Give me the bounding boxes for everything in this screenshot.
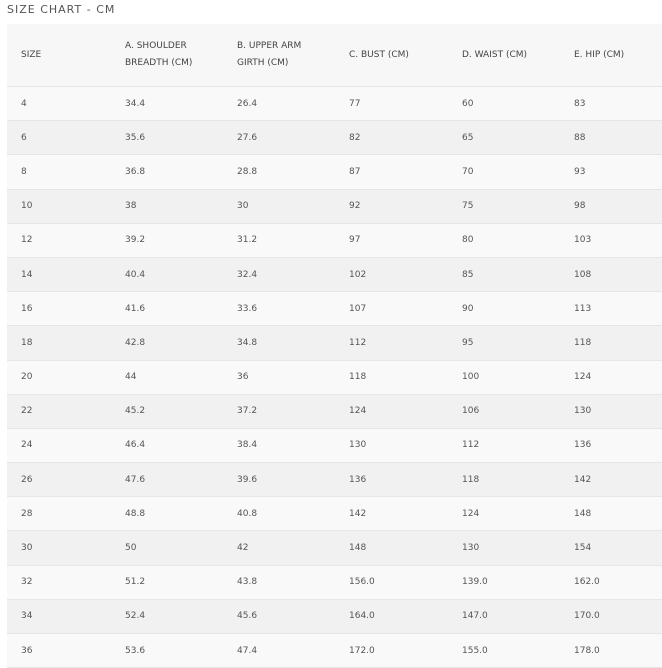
table-cell-upper-arm-girth: 27.6 (237, 121, 349, 155)
size-chart-title: SIZE CHART - CM (7, 3, 116, 16)
table-cell-upper-arm-girth: 42 (237, 531, 349, 565)
table-cell-waist: 112 (462, 428, 574, 462)
table-row (7, 565, 662, 599)
table-cell-waist: 147.0 (462, 599, 574, 633)
table-cell-bust: 118 (349, 360, 462, 394)
table-header-row (7, 24, 662, 87)
table-cell-shoulder-breadth: 38 (125, 189, 237, 223)
table-cell-bust: 107 (349, 292, 462, 326)
table-cell-bust: 148 (349, 531, 462, 565)
column-header-shoulder-breadth (125, 24, 237, 87)
table-cell-size: 14 (7, 257, 125, 291)
table-cell-size: 22 (7, 394, 125, 428)
table-cell-upper-arm-girth: 30 (237, 189, 349, 223)
table-row (7, 87, 662, 121)
table-cell-size: 24 (7, 428, 125, 462)
table-cell-upper-arm-girth: 33.6 (237, 292, 349, 326)
table-cell-waist: 80 (462, 223, 574, 257)
table-cell-waist: 130 (462, 531, 574, 565)
table-row (7, 497, 662, 531)
table-cell-shoulder-breadth: 47.6 (125, 463, 237, 497)
table-row (7, 121, 662, 155)
table-cell-hip: 178.0 (574, 634, 662, 668)
table-cell-upper-arm-girth: 38.4 (237, 428, 349, 462)
table-cell-waist: 155.0 (462, 634, 574, 668)
table-cell-shoulder-breadth: 36.8 (125, 155, 237, 189)
table-row (7, 634, 662, 668)
table-cell-bust: 136 (349, 463, 462, 497)
table-cell-size: 36 (7, 634, 125, 668)
table-cell-hip: 98 (574, 189, 662, 223)
table-cell-shoulder-breadth: 52.4 (125, 599, 237, 633)
column-header-label: A. SHOULDER (125, 41, 187, 51)
table-cell-shoulder-breadth: 40.4 (125, 257, 237, 291)
table-cell-bust: 77 (349, 87, 462, 121)
table-cell-hip: 118 (574, 326, 662, 360)
table-cell-size: 16 (7, 292, 125, 326)
table-row (7, 360, 662, 394)
table-cell-hip: 103 (574, 223, 662, 257)
table-cell-waist: 124 (462, 497, 574, 531)
table-row (7, 531, 662, 565)
table-cell-hip: 170.0 (574, 599, 662, 633)
table-cell-upper-arm-girth: 26.4 (237, 87, 349, 121)
table-cell-size: 6 (7, 121, 125, 155)
table-cell-waist: 75 (462, 189, 574, 223)
table-cell-waist: 85 (462, 257, 574, 291)
column-header-label: D. WAIST (CM) (462, 49, 528, 60)
table-cell-hip: 142 (574, 463, 662, 497)
table-cell-hip: 162.0 (574, 565, 662, 599)
table-cell-bust: 97 (349, 223, 462, 257)
table-cell-waist: 65 (462, 121, 574, 155)
table-cell-hip: 108 (574, 257, 662, 291)
column-header-label: SIZE (21, 49, 42, 60)
table-cell-hip: 93 (574, 155, 662, 189)
table-cell-bust: 92 (349, 189, 462, 223)
table-cell-upper-arm-girth: 36 (237, 360, 349, 394)
table-cell-bust: 124 (349, 394, 462, 428)
table-cell-bust: 156.0 (349, 565, 462, 599)
table-cell-hip: 88 (574, 121, 662, 155)
table-cell-shoulder-breadth: 45.2 (125, 394, 237, 428)
table-cell-upper-arm-girth: 28.8 (237, 155, 349, 189)
table-cell-bust: 87 (349, 155, 462, 189)
table-cell-upper-arm-girth: 39.6 (237, 463, 349, 497)
table-cell-shoulder-breadth: 53.6 (125, 634, 237, 668)
table-row (7, 394, 662, 428)
table-cell-waist: 95 (462, 326, 574, 360)
table-cell-bust: 130 (349, 428, 462, 462)
table-cell-waist: 100 (462, 360, 574, 394)
column-header-label: E. HIP (CM) (574, 49, 625, 60)
size-chart-table (7, 24, 662, 668)
table-cell-size: 4 (7, 87, 125, 121)
table-cell-hip: 148 (574, 497, 662, 531)
table-cell-waist: 118 (462, 463, 574, 497)
table-cell-waist: 60 (462, 87, 574, 121)
table-row (7, 292, 662, 326)
table-cell-size: 28 (7, 497, 125, 531)
table-cell-upper-arm-girth: 31.2 (237, 223, 349, 257)
table-cell-bust: 82 (349, 121, 462, 155)
table-cell-upper-arm-girth: 32.4 (237, 257, 349, 291)
table-cell-upper-arm-girth: 47.4 (237, 634, 349, 668)
table-cell-waist: 106 (462, 394, 574, 428)
table-row (7, 189, 662, 223)
table-cell-hip: 124 (574, 360, 662, 394)
table-cell-size: 34 (7, 599, 125, 633)
table-row (7, 155, 662, 189)
table-cell-upper-arm-girth: 43.8 (237, 565, 349, 599)
table-cell-shoulder-breadth: 42.8 (125, 326, 237, 360)
table-cell-shoulder-breadth: 51.2 (125, 565, 237, 599)
table-cell-upper-arm-girth: 34.8 (237, 326, 349, 360)
table-cell-hip: 130 (574, 394, 662, 428)
table-cell-upper-arm-girth: 40.8 (237, 497, 349, 531)
table-cell-bust: 172.0 (349, 634, 462, 668)
column-header-waist (462, 24, 574, 87)
table-cell-size: 12 (7, 223, 125, 257)
table-cell-size: 8 (7, 155, 125, 189)
table-cell-size: 20 (7, 360, 125, 394)
table-cell-shoulder-breadth: 44 (125, 360, 237, 394)
column-header-label: GIRTH (CM) (237, 58, 289, 68)
table-cell-waist: 70 (462, 155, 574, 189)
table-cell-waist: 90 (462, 292, 574, 326)
column-header-upper-arm-girth (237, 24, 349, 87)
table-body (7, 87, 662, 668)
table-cell-hip: 136 (574, 428, 662, 462)
table-cell-hip: 154 (574, 531, 662, 565)
table-row (7, 257, 662, 291)
table-cell-bust: 112 (349, 326, 462, 360)
column-header-hip (574, 24, 662, 87)
column-header-size (7, 24, 125, 87)
table-cell-hip: 113 (574, 292, 662, 326)
column-header-label: B. UPPER ARM (237, 41, 302, 51)
table-row (7, 428, 662, 462)
table-cell-bust: 142 (349, 497, 462, 531)
table-cell-upper-arm-girth: 37.2 (237, 394, 349, 428)
table-row (7, 326, 662, 360)
table-cell-bust: 164.0 (349, 599, 462, 633)
table-cell-shoulder-breadth: 50 (125, 531, 237, 565)
table-cell-shoulder-breadth: 41.6 (125, 292, 237, 326)
table-cell-shoulder-breadth: 46.4 (125, 428, 237, 462)
column-header-label: C. BUST (CM) (349, 49, 409, 60)
table-row (7, 463, 662, 497)
table-cell-bust: 102 (349, 257, 462, 291)
table-cell-shoulder-breadth: 34.4 (125, 87, 237, 121)
table-cell-hip: 83 (574, 87, 662, 121)
table-cell-waist: 139.0 (462, 565, 574, 599)
table-row (7, 223, 662, 257)
column-header-bust (349, 24, 462, 87)
table-cell-size: 30 (7, 531, 125, 565)
column-header-label: BREADTH (CM) (125, 58, 193, 68)
table-cell-shoulder-breadth: 39.2 (125, 223, 237, 257)
table-cell-upper-arm-girth: 45.6 (237, 599, 349, 633)
table-cell-shoulder-breadth: 48.8 (125, 497, 237, 531)
table-cell-size: 18 (7, 326, 125, 360)
table-row (7, 599, 662, 633)
table-cell-shoulder-breadth: 35.6 (125, 121, 237, 155)
table-cell-size: 32 (7, 565, 125, 599)
table-cell-size: 10 (7, 189, 125, 223)
table-cell-size: 26 (7, 463, 125, 497)
